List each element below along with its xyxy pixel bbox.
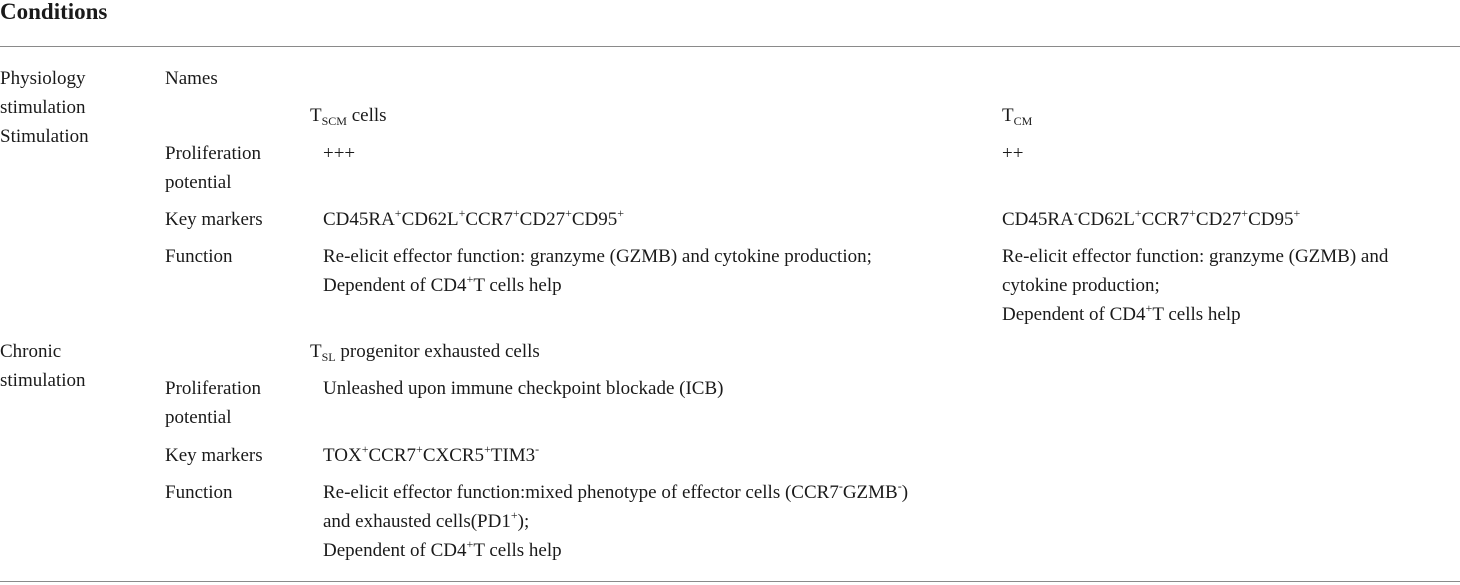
tscm-name: $T_{SCM}$ cells — [310, 105, 387, 128]
key-markers-label: Key markers — [165, 209, 263, 230]
markers-tcm: CD45RA-CD62L+CCR7+CD27+CD95+ — [1002, 206, 1301, 230]
proliferation-chronic: Unleashed upon immune checkpoint blockade (ICB) — [323, 378, 724, 399]
key-markers-label: Key markers — [165, 445, 263, 466]
condition-physiology — [0, 64, 89, 151]
condition-line: stimulation — [0, 97, 86, 118]
markers-chronic: TOX+CCR7+CXCR5+TIM3- — [323, 442, 540, 466]
conditions-header: Conditions — [0, 0, 108, 24]
proliferation-label: Proliferation potential — [165, 143, 262, 193]
condition-line: Chronic — [0, 341, 62, 362]
markers-tscm: CD45RA+CD62L+CCR7+CD27+CD95+ — [323, 206, 625, 230]
dependent-note: Dependent of CD4+T cells help — [323, 537, 562, 561]
proliferation-label: Proliferation potential — [165, 378, 262, 428]
dependent-note: Dependent of CD4+T cells help — [1002, 301, 1241, 325]
table-header — [0, 0, 1460, 47]
function-tscm: Re-elicit effector function: granzyme (GZMB) and cytokine production; Dependent of CD4+T cells help — [323, 242, 872, 300]
proliferation-tscm: +++ — [323, 143, 356, 164]
tcm-name: $T_{CM}$ — [1002, 105, 1033, 128]
dependent-note: Dependent of CD4+T cells help — [323, 272, 562, 296]
condition-chronic — [0, 337, 86, 395]
function-chronic: Re-elicit effector function:mixed phenotype of effector cells (CCR7-GZMB-) and exhausted cells(PD1+); Dependent of CD4+T cells help — [323, 478, 908, 565]
bottom-rule — [0, 581, 1460, 582]
function-label: Function — [165, 246, 233, 267]
condition-line: stimulation — [0, 370, 86, 391]
names-label: Names — [165, 68, 218, 89]
condition-line: Physiology — [0, 68, 86, 89]
proliferation-tcm: ++ — [1002, 143, 1024, 164]
function-tcm: Re-elicit effector function: granzyme (GZMB) and cytokine production; Dependent of CD4+T cells help — [1002, 242, 1388, 329]
condition-line: Stimulation — [0, 126, 89, 147]
tsl-name: $T_{SL}$ progenitor exhausted cells — [310, 341, 540, 364]
function-label: Function — [165, 482, 233, 503]
